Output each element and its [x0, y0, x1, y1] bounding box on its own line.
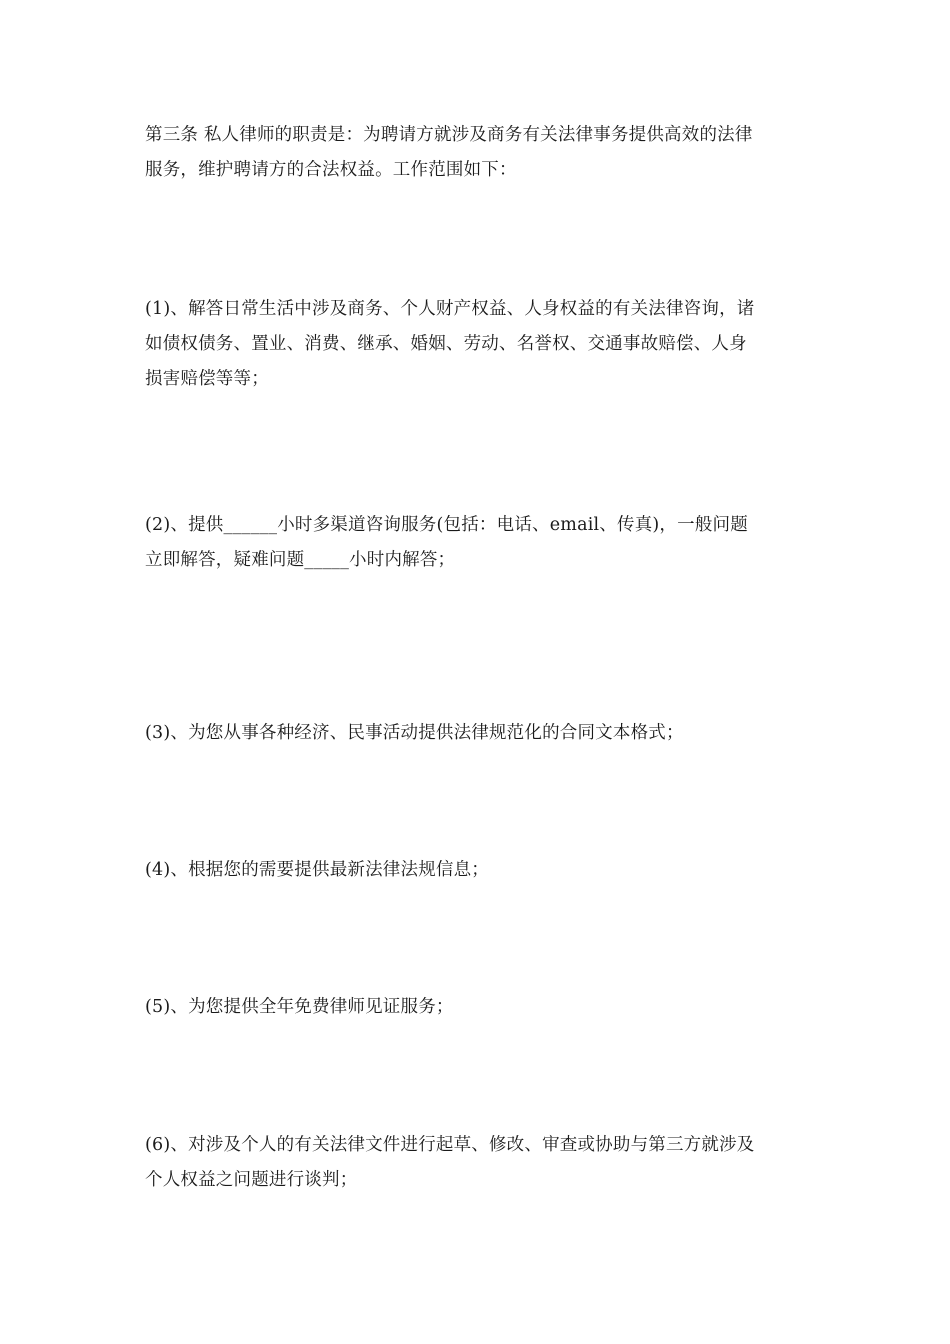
- duty-item-3: [145, 716, 810, 751]
- text-line: (3)、为您从事各种经济、民事活动提供法律规范化的合同文本格式；: [145, 723, 684, 743]
- text-line: 第三条 私人律师的职责是：为聘请方就涉及商务有关法律事务提供高效的法律: [145, 125, 753, 145]
- duty-item-1: [145, 292, 810, 397]
- article-three-intro: [145, 118, 810, 188]
- duty-item-4: [145, 853, 810, 888]
- text-line: (5)、为您提供全年免费律师见证服务；: [145, 997, 454, 1017]
- text-line: (2)、提供______小时多渠道咨询服务(包括：电话、email、传真)，一般问题: [145, 515, 748, 535]
- duty-item-5: [145, 990, 810, 1025]
- text-line: 如债权债务、置业、消费、继承、婚姻、劳动、名誉权、交通事故赔偿、人身: [145, 334, 747, 354]
- duty-item-6: [145, 1128, 810, 1198]
- text-line: (1)、解答日常生活中涉及商务、个人财产权益、人身权益的有关法律咨询，诸: [145, 299, 755, 319]
- text-line: 个人权益之问题进行谈判；: [145, 1170, 358, 1190]
- text-line: 损害赔偿等等；: [145, 369, 269, 389]
- duty-item-2: [145, 508, 810, 578]
- text-line: (6)、对涉及个人的有关法律文件进行起草、修改、审查或协助与第三方就涉及: [145, 1135, 755, 1155]
- text-line: 立即解答，疑难问题_____小时内解答；: [145, 550, 456, 570]
- text-line: 服务，维护聘请方的合法权益。工作范围如下：: [145, 160, 517, 180]
- text-line: (4)、根据您的需要提供最新法律法规信息；: [145, 860, 489, 880]
